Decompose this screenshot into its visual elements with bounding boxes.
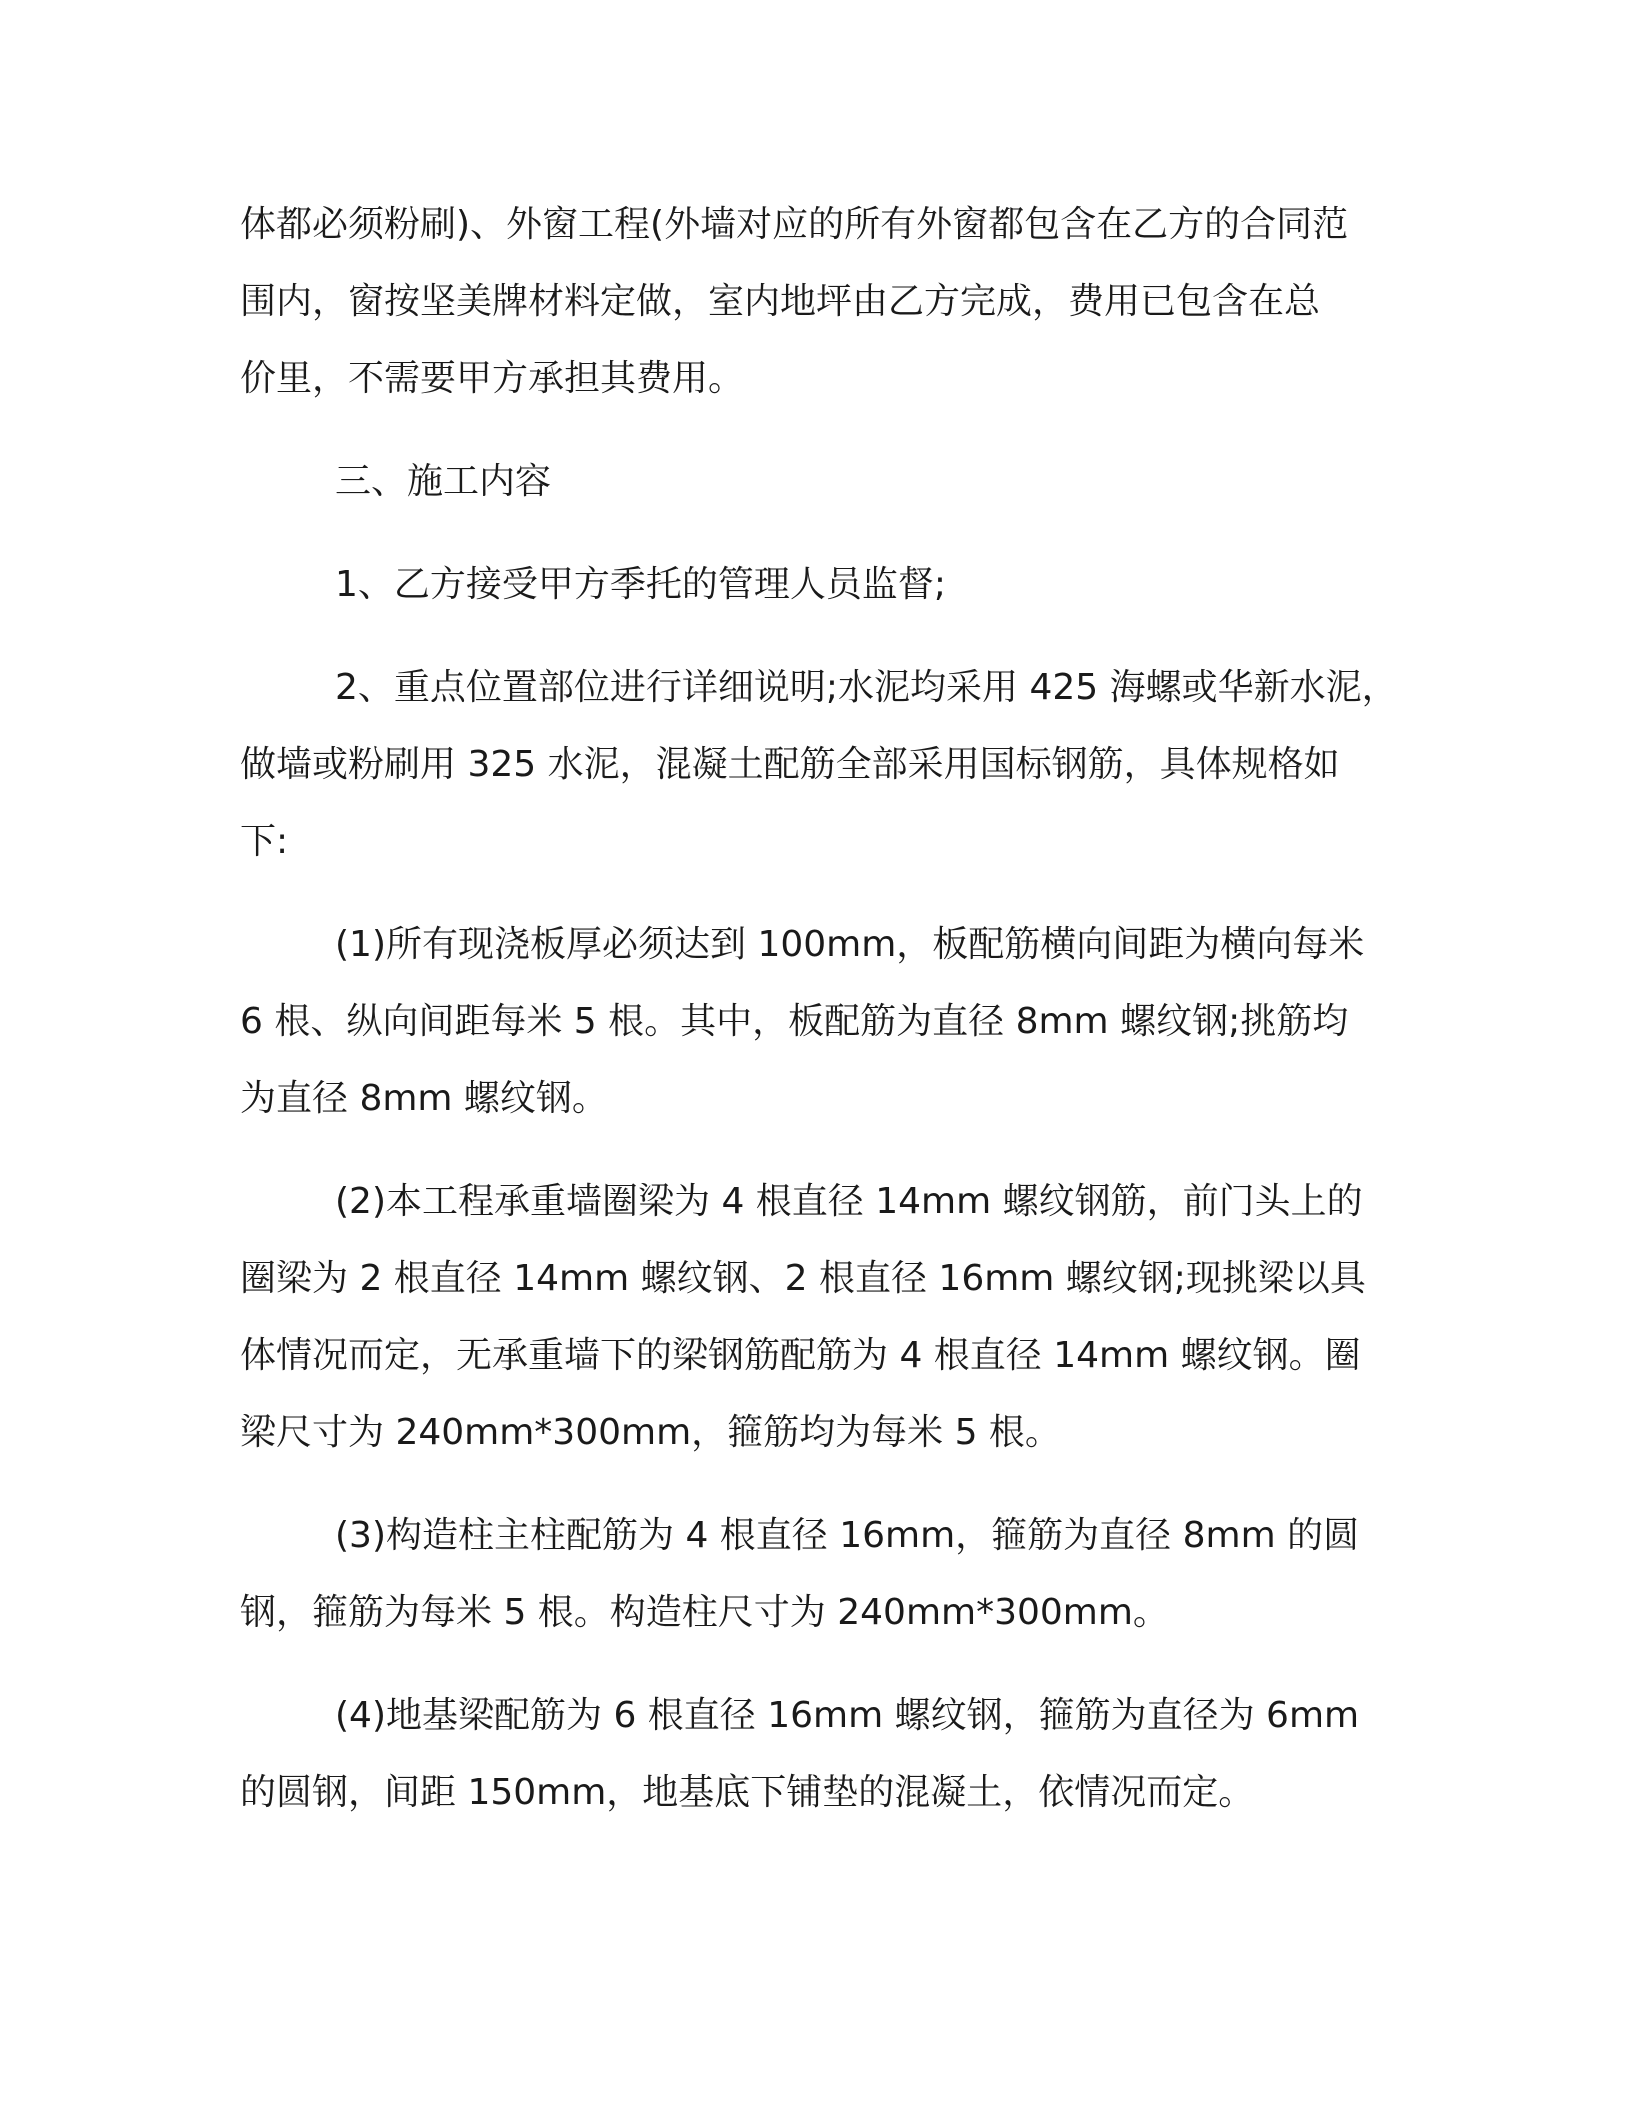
paragraph-subitem-2: (2)本工程承重墙圈梁为 4 根直径 14mm 螺纹钢筋，前门头上的 圈梁为 2 根直径 14mm 螺纹钢、2 根直径 16mm 螺纹钢;现挑梁以具 体情况而定，无承重墙下的梁钢筋配筋为 4 根直径 14mm 螺纹钢。圈 梁尺寸为 240mm*300mm，箍筋均为每米 5 根。 — [240, 1181, 1366, 1453]
paragraph-windows-scope: 体都必须粉刷)、外窗工程(外墙对应的所有外窗都包含在乙方的合同范 围内，窗按坚美牌材料定做，室内地坪由乙方完成，费用已包含在总 价里，不需要甲方承担其费用。 — [240, 204, 1349, 399]
document-body — [240, 186, 1400, 1857]
paragraph-subitem-4: (4)地基梁配筋为 6 根直径 16mm 螺纹钢，箍筋为直径为 6mm 的圆钢，间距 150mm，地基底下铺垫的混凝土，依情况而定。 — [240, 1695, 1360, 1813]
paragraph-subitem-1: (1)所有现浇板厚必须达到 100mm，板配筋横向间距为横向每米 6 根、纵向间距每米 5 根。其中，板配筋为直径 8mm 螺纹钢;挑筋均 为直径 8mm 螺纹钢。 — [240, 924, 1365, 1119]
section-heading-construction: 三、施工内容 — [335, 461, 552, 502]
paragraph-item-1: 1、乙方接受甲方季托的管理人员监督; — [335, 564, 947, 605]
paragraph-item-2: 2、重点位置部位进行详细说明;水泥均采用 425 海螺或华新水泥， 做墙或粉刷用 325 水泥，混凝土配筋全部采用国标钢筋，具体规格如 下: — [240, 667, 1398, 862]
paragraph-subitem-3: (3)构造柱主柱配筋为 4 根直径 16mm，箍筋为直径 8mm 的圆 钢，箍筋为每米 5 根。构造柱尺寸为 240mm*300mm。 — [240, 1515, 1360, 1633]
